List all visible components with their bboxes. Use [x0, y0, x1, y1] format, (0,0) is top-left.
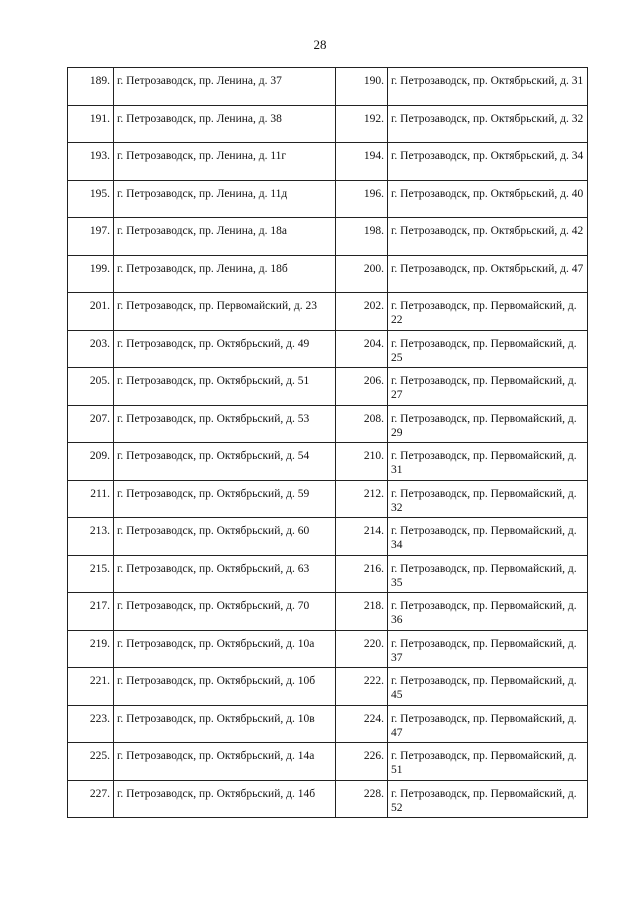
table-row	[68, 218, 588, 256]
right-item-address: г. Петрозаводск, пр. Первомайский, д. 34	[388, 518, 588, 556]
table-row	[68, 68, 588, 106]
left-item-address: г. Петрозаводск, пр. Октябрьский, д. 14а	[114, 743, 336, 781]
left-item-address: г. Петрозаводск, пр. Ленина, д. 18б	[114, 255, 336, 293]
left-item-number: 225.	[68, 743, 114, 781]
table-row	[68, 593, 588, 631]
left-item-number: 195.	[68, 180, 114, 218]
left-item-number: 223.	[68, 705, 114, 743]
right-item-address: г. Петрозаводск, пр. Первомайский, д. 22	[388, 293, 588, 331]
table-row	[68, 668, 588, 706]
left-item-number: 211.	[68, 480, 114, 518]
page-number: 28	[313, 37, 327, 52]
table-row	[68, 555, 588, 593]
left-item-address: г. Петрозаводск, пр. Октябрьский, д. 10а	[114, 630, 336, 668]
table-row	[68, 293, 588, 331]
left-item-address: г. Петрозаводск, пр. Октябрьский, д. 10б	[114, 668, 336, 706]
right-item-address: г. Петрозаводск, пр. Октябрьский, д. 32	[388, 105, 588, 143]
right-item-number: 210.	[336, 443, 388, 481]
table-row	[68, 780, 588, 818]
right-item-address: г. Петрозаводск, пр. Первомайский, д. 29	[388, 405, 588, 443]
right-item-address: г. Петрозаводск, пр. Октябрьский, д. 47	[388, 255, 588, 293]
left-item-number: 203.	[68, 330, 114, 368]
right-item-address: г. Петрозаводск, пр. Первомайский, д. 32	[388, 480, 588, 518]
left-item-number: 221.	[68, 668, 114, 706]
right-item-number: 194.	[336, 143, 388, 181]
right-item-address: г. Петрозаводск, пр. Октябрьский, д. 40	[388, 180, 588, 218]
table-row	[68, 480, 588, 518]
address-table-body	[68, 68, 588, 818]
left-item-address: г. Петрозаводск, пр. Октябрьский, д. 54	[114, 443, 336, 481]
right-item-number: 228.	[336, 780, 388, 818]
right-item-number: 190.	[336, 68, 388, 106]
left-item-address: г. Петрозаводск, пр. Октябрьский, д. 60	[114, 518, 336, 556]
address-table	[67, 67, 588, 818]
left-item-number: 197.	[68, 218, 114, 256]
table-row	[68, 368, 588, 406]
right-item-address: г. Петрозаводск, пр. Первомайский, д. 47	[388, 705, 588, 743]
right-item-number: 204.	[336, 330, 388, 368]
left-item-address: г. Петрозаводск, пр. Ленина, д. 11г	[114, 143, 336, 181]
right-item-address: г. Петрозаводск, пр. Первомайский, д. 31	[388, 443, 588, 481]
table-row	[68, 105, 588, 143]
left-item-address: г. Петрозаводск, пр. Октябрьский, д. 14б	[114, 780, 336, 818]
left-item-address: г. Петрозаводск, пр. Октябрьский, д. 59	[114, 480, 336, 518]
table-row	[68, 255, 588, 293]
right-item-address: г. Петрозаводск, пр. Первомайский, д. 36	[388, 593, 588, 631]
right-item-number: 208.	[336, 405, 388, 443]
left-item-number: 217.	[68, 593, 114, 631]
left-item-address: г. Петрозаводск, пр. Ленина, д. 11д	[114, 180, 336, 218]
right-item-number: 220.	[336, 630, 388, 668]
left-item-address: г. Петрозаводск, пр. Октябрьский, д. 53	[114, 405, 336, 443]
right-item-number: 212.	[336, 480, 388, 518]
right-item-number: 218.	[336, 593, 388, 631]
left-item-address: г. Петрозаводск, пр. Октябрьский, д. 63	[114, 555, 336, 593]
right-item-number: 200.	[336, 255, 388, 293]
table-row	[68, 743, 588, 781]
left-item-address: г. Петрозаводск, пр. Октябрьский, д. 51	[114, 368, 336, 406]
left-item-number: 205.	[68, 368, 114, 406]
left-item-number: 191.	[68, 105, 114, 143]
right-item-number: 224.	[336, 705, 388, 743]
left-item-number: 227.	[68, 780, 114, 818]
right-item-address: г. Петрозаводск, пр. Октябрьский, д. 34	[388, 143, 588, 181]
right-item-address: г. Петрозаводск, пр. Первомайский, д. 37	[388, 630, 588, 668]
table-row	[68, 518, 588, 556]
left-item-address: г. Петрозаводск, пр. Октябрьский, д. 70	[114, 593, 336, 631]
right-item-number: 196.	[336, 180, 388, 218]
left-item-address: г. Петрозаводск, пр. Ленина, д. 37	[114, 68, 336, 106]
left-item-number: 215.	[68, 555, 114, 593]
right-item-address: г. Петрозаводск, пр. Первомайский, д. 35	[388, 555, 588, 593]
right-item-address: г. Петрозаводск, пр. Первомайский, д. 52	[388, 780, 588, 818]
left-item-address: г. Петрозаводск, пр. Ленина, д. 38	[114, 105, 336, 143]
left-item-address: г. Петрозаводск, пр. Ленина, д. 18а	[114, 218, 336, 256]
right-item-number: 206.	[336, 368, 388, 406]
right-item-number: 192.	[336, 105, 388, 143]
left-item-number: 219.	[68, 630, 114, 668]
right-item-address: г. Петрозаводск, пр. Первомайский, д. 25	[388, 330, 588, 368]
left-item-number: 213.	[68, 518, 114, 556]
right-item-address: г. Петрозаводск, пр. Первомайский, д. 27	[388, 368, 588, 406]
right-item-address: г. Петрозаводск, пр. Октябрьский, д. 42	[388, 218, 588, 256]
left-item-address: г. Петрозаводск, пр. Первомайский, д. 23	[114, 293, 336, 331]
left-item-number: 189.	[68, 68, 114, 106]
table-row	[68, 443, 588, 481]
right-item-number: 214.	[336, 518, 388, 556]
right-item-number: 216.	[336, 555, 388, 593]
left-item-number: 193.	[68, 143, 114, 181]
right-item-number: 226.	[336, 743, 388, 781]
left-item-number: 209.	[68, 443, 114, 481]
right-item-address: г. Петрозаводск, пр. Первомайский, д. 51	[388, 743, 588, 781]
right-item-number: 222.	[336, 668, 388, 706]
left-item-address: г. Петрозаводск, пр. Октябрьский, д. 49	[114, 330, 336, 368]
table-row	[68, 143, 588, 181]
left-item-number: 201.	[68, 293, 114, 331]
left-item-address: г. Петрозаводск, пр. Октябрьский, д. 10в	[114, 705, 336, 743]
left-item-number: 199.	[68, 255, 114, 293]
left-item-number: 207.	[68, 405, 114, 443]
right-item-number: 198.	[336, 218, 388, 256]
table-row	[68, 330, 588, 368]
table-row	[68, 405, 588, 443]
table-row	[68, 180, 588, 218]
right-item-address: г. Петрозаводск, пр. Первомайский, д. 45	[388, 668, 588, 706]
table-row	[68, 705, 588, 743]
table-row	[68, 630, 588, 668]
right-item-number: 202.	[336, 293, 388, 331]
right-item-address: г. Петрозаводск, пр. Октябрьский, д. 31	[388, 68, 588, 106]
